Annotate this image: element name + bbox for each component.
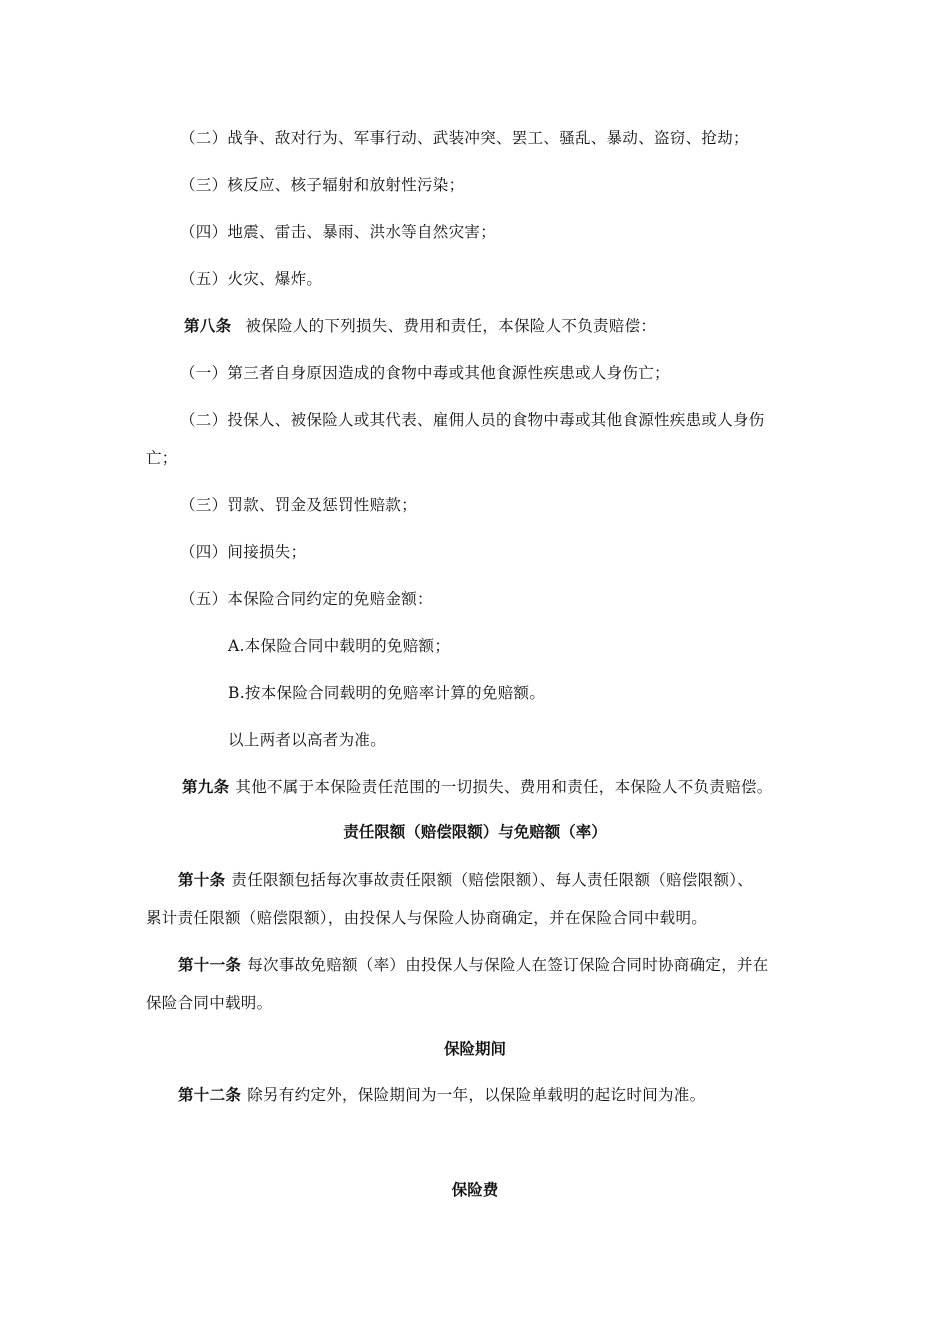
deductible-option-b: B.按本保险合同载明的免赔率计算的免赔额。 <box>228 684 546 702</box>
exclusion-item-5: （五）火灾、爆炸。 <box>180 270 323 288</box>
article-11-label: 第十一条 <box>178 955 242 974</box>
article-10-label: 第十条 <box>178 870 226 889</box>
article-9-text: 其他不属于本保险责任范围的一切损失、费用和责任，本保险人不负责赔偿。 <box>235 778 773 796</box>
article-8 <box>184 316 656 336</box>
exclusion-item-2: （二）战争、敌对行为、军事行动、武装冲突、罢工、骚乱、暴动、盗窃、抢劫； <box>180 129 749 147</box>
article-8-item-5: （五）本保险合同约定的免赔金额： <box>180 590 433 608</box>
article-12-label: 第十二条 <box>178 1085 242 1104</box>
section-heading-limits: 责任限额（赔偿限额）与免赔额（率） <box>343 822 607 841</box>
article-8-item-4: （四）间接损失； <box>180 543 307 561</box>
article-9 <box>182 777 773 797</box>
article-10-line-2: 累计责任限额（赔偿限额），由投保人与保险人协商确定，并在保险合同中载明。 <box>146 909 708 927</box>
article-10-line-1 <box>178 870 753 890</box>
article-12 <box>178 1085 705 1105</box>
article-8-item-2-line-1: （二）投保人、被保险人或其代表、雇佣人员的食物中毒或其他食源性疾患或人身伤 <box>180 411 765 429</box>
exclusion-item-3: （三）核反应、核子辐射和放射性污染； <box>180 176 465 194</box>
deductible-option-a: A.本保险合同中载明的免赔额； <box>228 637 451 655</box>
article-12-text: 除另有约定外，保险期间为一年，以保险单载明的起讫时间为准。 <box>247 1086 706 1104</box>
article-8-item-1: （一）第三者自身原因造成的食物中毒或其他食源性疾患或人身伤亡； <box>180 364 670 382</box>
article-11-text-1: 每次事故免赔额（率）由投保人与保险人在签订保险合同时协商确定，并在 <box>247 956 769 974</box>
article-8-item-2-line-2: 亡； <box>146 449 178 467</box>
article-9-label: 第九条 <box>182 777 230 796</box>
deductible-note: 以上两者以高者为准。 <box>228 731 387 749</box>
exclusion-item-4: （四）地震、雷击、暴雨、洪水等自然灾害； <box>180 223 497 241</box>
section-heading-premium: 保险费 <box>451 1180 499 1199</box>
article-8-item-3: （三）罚款、罚金及惩罚性赔款； <box>180 496 418 514</box>
article-11-line-1 <box>178 955 769 975</box>
article-10-text-1: 责任限额包括每次事故责任限额（赔偿限额）、每人责任限额（赔偿限额）、 <box>231 871 754 889</box>
article-8-text: 被保险人的下列损失、费用和责任，本保险人不负责赔偿： <box>245 317 657 335</box>
section-heading-period: 保险期间 <box>443 1039 506 1058</box>
article-11-line-2: 保险合同中载明。 <box>146 994 273 1012</box>
article-8-label: 第八条 <box>184 316 232 335</box>
